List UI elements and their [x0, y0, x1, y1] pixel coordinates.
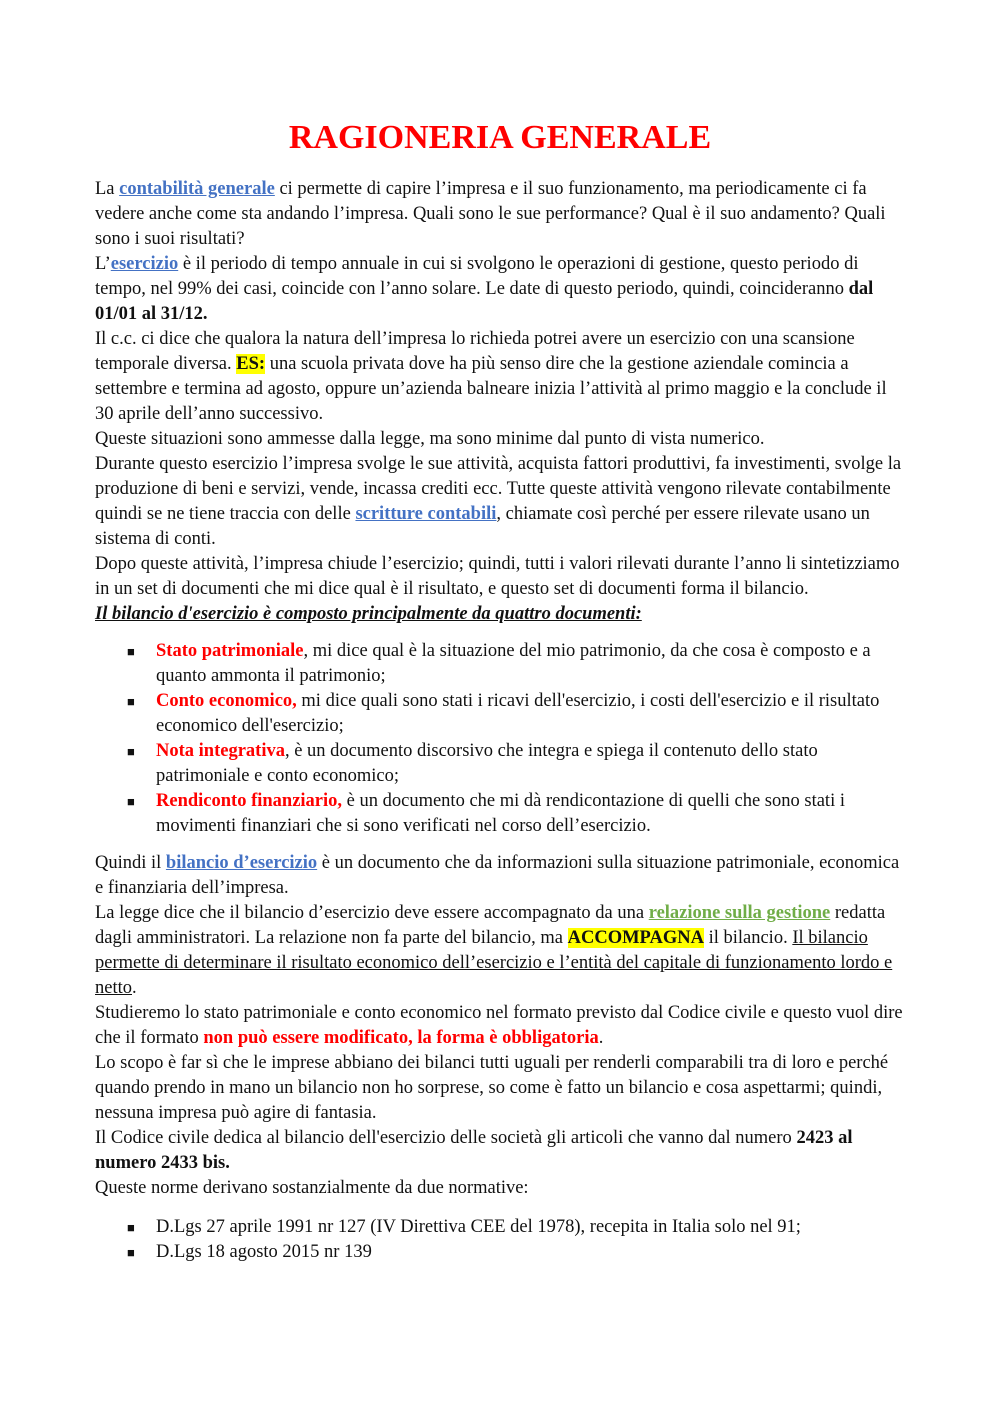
paragraph-codice-civile: Il Codice civile dedica al bilancio dell'esercizio delle società gli articoli che vanno dal numero 2423 al numero 2433 bis. — [95, 1127, 853, 1173]
doc-term: Conto economico, — [156, 690, 297, 711]
square-bullet-icon: ■ — [127, 1244, 135, 1260]
paragraph-scopo: Lo scopo è far sì che le imprese abbiano dei bilanci tutti uguali per renderli comparabili tra di loro e perché quando prendo in mano un bilancio non ho sorprese, so come è fatto un bilancio e cosa aspettarmi; quindi, nessuna impresa può agire di fantasia. — [95, 1052, 889, 1123]
square-bullet-icon: ■ — [127, 743, 135, 759]
list-item: ■ D.Lgs 18 agosto 2015 nr 139 — [95, 1240, 905, 1265]
paragraph-relazione: La legge dice che il bilancio d’esercizio deve essere accompagnato da una relazione sulla gestione redatta dagli amministratori. La relazione non fa parte del bilancio, ma ACCOMPAGNA il bilancio. Il bilancio permette di determinare il risultato economico dell’esercizio e l’entità del capitale di funzionamento lordo e netto. — [95, 902, 893, 998]
documents-list — [95, 639, 905, 839]
articles-bold: 2423 al numero 2433 bis. — [95, 1127, 853, 1173]
square-bullet-icon: ■ — [127, 643, 135, 659]
red-emphasis: non può essere modificato, la forma è obbligatoria — [203, 1027, 599, 1048]
link-relazione-gestione[interactable]: relazione sulla gestione — [648, 902, 831, 923]
list-item: ■ Rendiconto finanziario, è un documento che mi dà rendicontazione di quelli che sono stati i movimenti finanziari che si sono verificati nel corso dell’esercizio. — [127, 790, 845, 836]
section-heading-documenti: Il bilancio d'esercizio è composto principalmente da quattro documenti: — [95, 603, 642, 624]
highlight-accompagna: ACCOMPAGNA — [567, 927, 704, 948]
list-item: ■ Stato patrimoniale, mi dice qual è la situazione del mio patrimonio, da che cosa è composto e a quanto ammonta il patrimonio; — [127, 640, 871, 686]
paragraph-formato: Studieremo lo stato patrimoniale e conto economico nel formato previsto dal Codice civile e questo vuol dire che il formato non può essere modificato, la forma è obbligatoria. — [95, 1002, 903, 1048]
paragraph-bilancio: Quindi il bilancio d’esercizio è un documento che da informazioni sulla situazione patrimoniale, economica e finanziaria dell’impresa. — [95, 852, 900, 898]
list-item: ■ D.Lgs 27 aprile 1991 nr 127 (IV Direttiva CEE del 1978), recepita in Italia solo nel 91; — [95, 1215, 905, 1240]
paragraph-contabilita: La contabilità generale ci permette di capire l’impresa e il suo funzionamento, ma periodicamente ci fa vedere anche come sta andando l’impresa. Quali sono le sue performance? Qual è il suo andamento? Quali sono i suoi risultati? — [95, 178, 886, 249]
underlined-sentence: Il bilancio permette di determinare il risultato economico dell’esercizio e l’entità del capitale di funzionamento lordo e netto — [95, 927, 893, 998]
page-title: RAGIONERIA GENERALE — [288, 119, 712, 156]
link-bilancio-esercizio[interactable]: bilancio d’esercizio — [165, 852, 318, 873]
link-contabilita-generale[interactable]: contabilità generale — [119, 178, 275, 199]
dates-bold: dal 01/01 al 31/12. — [95, 278, 874, 324]
list-item: ■ Nota integrativa, è un documento discorsivo che integra e spiega il contenuto dello stato patrimoniale e conto economico; — [127, 740, 818, 786]
paragraph-esercizio: L’esercizio è il periodo di tempo annuale in cui si svolgono le operazioni di gestione, questo periodo di tempo, nel 99% dei casi, coincide con l’anno solare. Le date di questo periodo, quindi, coincideranno dal 01/01 al 31/12. — [95, 253, 874, 324]
link-scritture-contabili[interactable]: scritture contabili — [355, 503, 497, 524]
square-bullet-icon: ■ — [127, 693, 135, 709]
square-bullet-icon: ■ — [127, 793, 135, 809]
square-bullet-icon: ■ — [127, 1219, 135, 1235]
paragraph-situazioni: Queste situazioni sono ammesse dalla legge, ma sono minime dal punto di vista numerico. — [95, 428, 765, 449]
paragraph-normative: Queste norme derivano sostanzialmente da due normative: — [95, 1177, 529, 1198]
paragraph-chiusura: Dopo queste attività, l’impresa chiude l’esercizio; quindi, tutti i valori rilevati durante l’anno li sintetizziamo in un set di documenti che mi dice qual è il risultato, e questo set di documenti forma il bilancio. — [95, 553, 900, 599]
doc-term: Stato patrimoniale — [156, 640, 304, 661]
doc-term: Rendiconto finanziario, — [156, 790, 343, 811]
paragraph-scansione: Il c.c. ci dice che qualora la natura dell’impresa lo richieda potrei avere un esercizio con una scansione temporale diversa. ES: una scuola privata dove ha più senso dire che la gestione aziendale comincia a settembre e termina ad agosto, oppure un’azienda balneare inizia l’attività al primo maggio e la conclude il 30 aprile dell’anno successivo. — [95, 328, 887, 424]
laws-list — [95, 1215, 905, 1265]
paragraph-attivita: Durante questo esercizio l’impresa svolge le sue attività, acquista fattori produttivi, fa investimenti, svolge la produzione di beni e servizi, vende, incassa crediti ecc. Tutte queste attività vengono rilevate contabilmente quindi se ne tiene traccia con delle scritture contabili, chiamate così perché per essere rilevate usano un sistema di conti. — [95, 453, 902, 549]
list-item: ■ Conto economico, mi dice quali sono stati i ricavi dell'esercizio, i costi dell'esercizio e il risultato economico dell'esercizio; — [127, 690, 880, 736]
highlight-es: ES: — [236, 353, 266, 374]
doc-term: Nota integrativa — [156, 740, 285, 761]
link-esercizio[interactable]: esercizio — [110, 253, 179, 274]
